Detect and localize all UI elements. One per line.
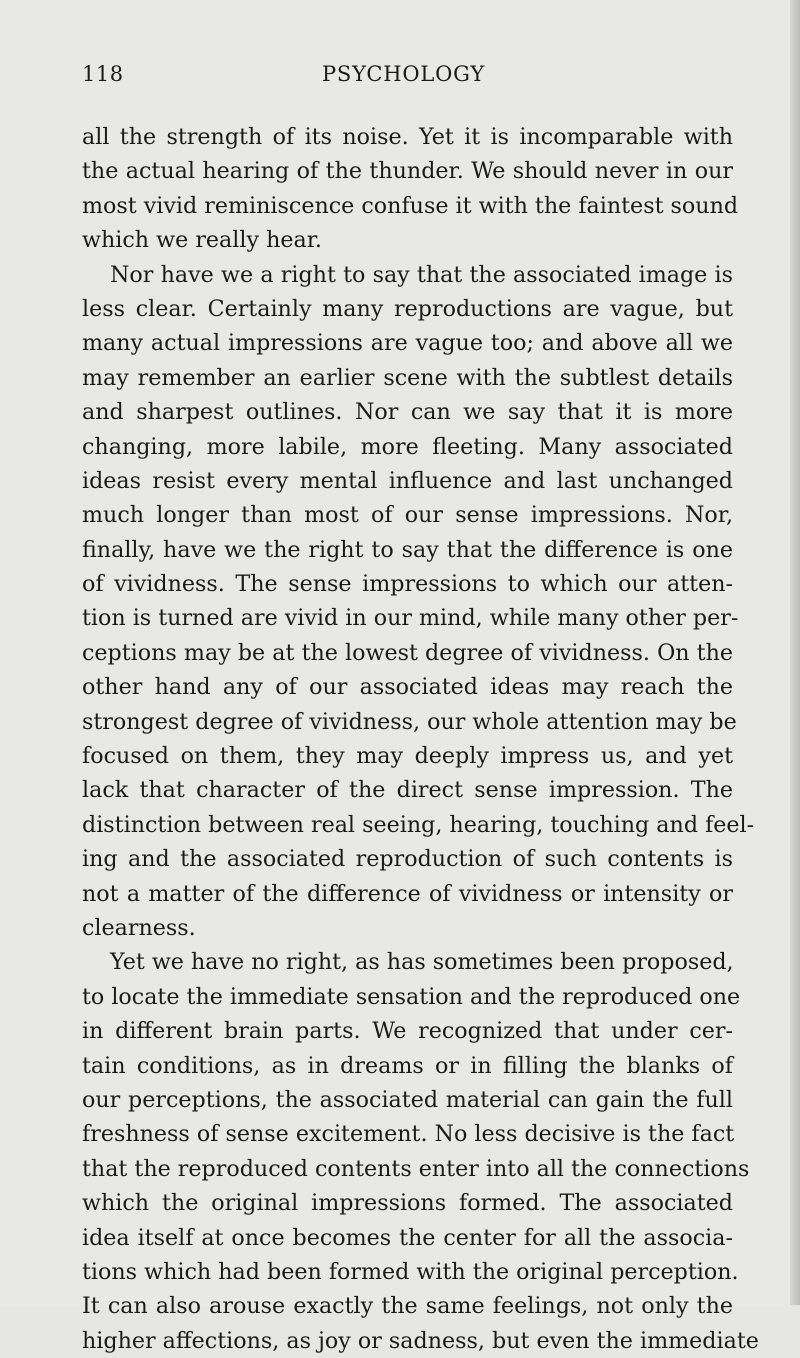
text-line: much longer than most of our sense impressions. Nor, xyxy=(82,502,733,529)
text-line: and sharpest outlines. Nor can we say that it is more xyxy=(82,399,733,426)
text-line: higher affections, as joy or sadness, but even the immediate xyxy=(82,1327,759,1354)
text-line: ideas resist every mental influence and last unchanged xyxy=(82,467,733,494)
text-line: It can also arouse exactly the same feelings, not only the xyxy=(82,1293,733,1320)
text-line: Nor have we a right to say that the associated image is xyxy=(110,261,733,288)
text-line: other hand any of our associated ideas may reach the xyxy=(82,674,733,701)
text-line: distinction between real seeing, hearing, touching and feel- xyxy=(82,811,755,838)
text-line: may remember an earlier scene with the subtlest details xyxy=(82,364,733,391)
text-line: freshness of sense excitement. No less decisive is the fact xyxy=(82,1121,735,1148)
text-line: less clear. Certainly many reproductions are vague, but xyxy=(82,295,733,322)
text-line: idea itself at once becomes the center for all the associa- xyxy=(82,1224,733,1251)
text-line: our perceptions, the associated material can gain the full xyxy=(82,1086,733,1113)
text-line: that the reproduced contents enter into all the connections xyxy=(82,1155,750,1182)
page-header xyxy=(0,62,800,96)
text-line: the actual hearing of the thunder. We should never in our xyxy=(82,158,733,185)
text-line: lack that character of the direct sense impression. The xyxy=(82,777,733,804)
running-head: PSYCHOLOGY xyxy=(322,62,486,86)
text-line: Yet we have no right, as has sometimes been proposed, xyxy=(110,949,734,976)
text-line: ceptions may be at the lowest degree of vividness. On the xyxy=(82,639,733,666)
page-edge-shadow xyxy=(790,0,800,1305)
text-line: not a matter of the difference of vividness or intensity or xyxy=(82,880,733,907)
text-line: tion is turned are vivid in our mind, while many other per- xyxy=(82,605,739,632)
page-number: 118 xyxy=(82,62,124,86)
text-line: tions which had been formed with the original perception. xyxy=(82,1258,739,1285)
text-line: tain conditions, as in dreams or in filling the blanks of xyxy=(82,1052,733,1079)
text-line: of vividness. The sense impressions to which our atten- xyxy=(82,571,733,598)
text-line: most vivid reminiscence confuse it with the faintest sound xyxy=(82,192,739,219)
text-line: focused on them, they may deeply impress us, and yet xyxy=(82,743,733,770)
body-text xyxy=(82,120,759,1358)
text-line: ing and the associated reproduction of such contents is xyxy=(82,846,733,873)
text-line: clearness. xyxy=(82,914,196,941)
text-line: changing, more labile, more fleeting. Many associated xyxy=(82,433,733,460)
text-line: which we really hear. xyxy=(82,227,322,254)
text-line: strongest degree of vividness, our whole attention may be xyxy=(82,708,737,735)
text-line: many actual impressions are vague too; and above all we xyxy=(82,330,733,357)
text-line: in different brain parts. We recognized that under cer- xyxy=(82,1018,733,1045)
text-line: all the strength of its noise. Yet it is incomparable with xyxy=(82,124,733,150)
text-line: which the original impressions formed. The associated xyxy=(82,1190,733,1217)
text-line: to locate the immediate sensation and the reproduced one xyxy=(82,983,741,1010)
text-line: finally, have we the right to say that the difference is one xyxy=(82,536,733,563)
